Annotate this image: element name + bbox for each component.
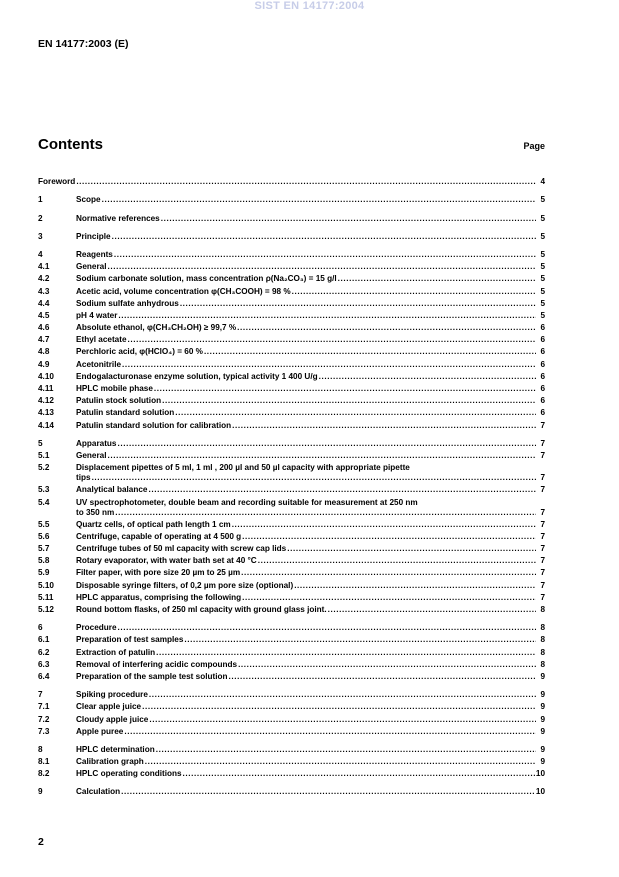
toc-entry-title: Analytical balance <box>76 485 148 495</box>
toc-entry-page: 7 <box>540 556 545 566</box>
toc-leader-dots <box>76 177 536 187</box>
toc-entry-title: Acetonitrile <box>76 359 122 369</box>
toc-entry[interactable] <box>38 309 545 321</box>
toc-entry-page: 5 <box>540 195 545 205</box>
toc-entry-title: Spiking procedure <box>76 690 148 700</box>
toc-entry-number: 4.7 <box>38 335 50 345</box>
toc-leader-dots <box>242 532 536 542</box>
toc-entry[interactable] <box>38 700 545 712</box>
toc-entry[interactable] <box>38 633 545 645</box>
toc-entry-page: 7 <box>540 507 545 517</box>
toc-entry-title: HPLC apparatus, comprising the following <box>76 592 242 602</box>
toc-leader-dots <box>142 702 536 712</box>
toc-entry-page: 9 <box>540 757 545 767</box>
toc-entry-page: 7 <box>540 519 545 529</box>
toc-entry-title: Scope <box>76 195 101 205</box>
toc-entry-number: 4.3 <box>38 286 50 296</box>
toc-entry-number: 6.3 <box>38 659 50 669</box>
toc-entry[interactable] <box>38 712 545 724</box>
toc-entry-number: 4.9 <box>38 359 50 369</box>
toc-entry[interactable] <box>38 554 545 566</box>
toc-entry[interactable] <box>38 248 545 260</box>
toc-leader-dots <box>204 347 536 357</box>
toc-leader-dots <box>242 593 536 603</box>
toc-entry-title: Disposable syringe filters, of 0,2 µm pore size (optional) <box>76 580 294 590</box>
toc-entry-title: Endogalacturonase enzyme solution, typical activity 1 400 U/g <box>76 371 318 381</box>
toc-entry-number: 4.2 <box>38 274 50 284</box>
toc-entry-number: 5.4 <box>38 497 50 507</box>
toc-entry-title: Patulin standard solution <box>76 408 175 418</box>
page-column-label: Page <box>523 141 545 151</box>
page-number: 2 <box>38 836 44 848</box>
toc-entry-page: 7 <box>540 485 545 495</box>
toc-leader-dots <box>238 660 536 670</box>
toc-entry-number: 5.12 <box>38 605 54 614</box>
toc-entry[interactable] <box>38 767 545 779</box>
toc-entry-title: Preparation of test samples <box>76 635 184 645</box>
toc-leader-dots <box>294 581 536 591</box>
toc-leader-dots <box>112 232 536 242</box>
toc-leader-dots <box>149 715 536 725</box>
toc-leader-dots <box>108 451 537 461</box>
toc-entry[interactable] <box>38 370 545 382</box>
toc-entry-page: 6 <box>540 359 545 369</box>
toc-entry-page: 8 <box>540 659 545 669</box>
toc-entry-page: 9 <box>540 671 545 681</box>
toc-entry-number: 8 <box>38 744 43 754</box>
toc-leader-dots <box>237 323 536 333</box>
toc-entry-number: 1 <box>38 195 43 205</box>
toc-entry-number: 4.1 <box>38 262 50 272</box>
toc-entry-number: 6.4 <box>38 671 50 681</box>
toc-entry-title: Displacement pipettes of 5 ml, 1 ml , 200 µl and 50 µl capacity with appropriate pipette <box>76 463 410 473</box>
toc-entry[interactable] <box>38 483 545 495</box>
toc-entry[interactable] <box>38 394 545 406</box>
toc-entry[interactable] <box>38 755 545 767</box>
toc-entry-page: 6 <box>540 323 545 333</box>
toc-entry-page: 7 <box>540 450 545 460</box>
toc-entry-title: General <box>76 262 107 272</box>
toc-leader-dots <box>258 556 536 566</box>
toc-entry[interactable] <box>38 542 545 554</box>
toc-entry-number: 6.2 <box>38 647 50 657</box>
toc-entry-title: Patulin standard solution for calibration <box>76 420 232 430</box>
toc-leader-dots <box>108 262 537 272</box>
toc-entry-title: Quartz cells, of optical path length 1 cm <box>76 519 231 529</box>
toc-entry-page: 9 <box>540 744 545 754</box>
toc-entry-title: Round bottom flasks, of 250 ml capacity with ground glass joint. <box>76 605 327 614</box>
toc-leader-dots <box>114 250 536 260</box>
toc-leader-dots <box>328 605 536 615</box>
toc-entry-page: 7 <box>540 438 545 448</box>
toc-entry[interactable] <box>38 743 545 755</box>
toc-leader-dots <box>183 769 535 779</box>
toc-entry-number: 5.8 <box>38 556 50 566</box>
toc-entry[interactable] <box>38 461 545 483</box>
toc-entry-title: Centrifuge, capable of operating at 4 500 g <box>76 531 242 541</box>
toc-entry-number: 5.6 <box>38 531 50 541</box>
toc-entry-title-continued: to 350 nm <box>76 507 115 517</box>
toc-entry-page: 6 <box>540 396 545 406</box>
toc-entry-number: 4.13 <box>38 408 54 418</box>
toc-entry-number: 5.10 <box>38 580 54 590</box>
toc-entry-number: 4.11 <box>38 384 54 393</box>
toc-entry-number: 5.11 <box>38 592 54 602</box>
toc-entry-title: Preparation of the sample test solution <box>76 671 228 681</box>
toc-entry-title: Clear apple juice <box>76 702 142 712</box>
toc-leader-dots <box>156 648 536 658</box>
toc-entry-number: 7.2 <box>38 714 50 724</box>
toc-entry-page: 7 <box>540 420 545 430</box>
toc-entry-page: 10 <box>535 769 545 779</box>
toc-entry-number: 7.3 <box>38 726 50 736</box>
toc-entry[interactable] <box>38 357 545 369</box>
toc-entry-page: 10 <box>535 787 545 797</box>
toc-leader-dots <box>92 473 536 483</box>
toc-entry-page: 8 <box>540 623 545 633</box>
toc-leader-dots <box>287 544 536 554</box>
toc-entry-title: Calculation <box>76 787 121 797</box>
toc-entry-title: HPLC operating conditions <box>76 769 182 779</box>
toc-entry-number: 4.4 <box>38 298 50 308</box>
toc-entry[interactable] <box>38 272 545 284</box>
toc-entry[interactable] <box>38 211 545 223</box>
table-of-contents <box>38 175 545 797</box>
toc-entry-title: Apple puree <box>76 726 124 736</box>
toc-entry-title: Principle <box>76 231 111 241</box>
toc-entry-page: 7 <box>540 544 545 554</box>
toc-entry-page: 9 <box>540 726 545 736</box>
toc-entry[interactable] <box>38 230 545 242</box>
toc-entry-page: 9 <box>540 690 545 700</box>
toc-leader-dots <box>319 372 536 382</box>
toc-leader-dots <box>162 396 536 406</box>
toc-leader-dots <box>180 299 536 309</box>
toc-entry[interactable] <box>38 175 545 187</box>
toc-entry[interactable] <box>38 297 545 309</box>
toc-entry-number: 8.2 <box>38 769 50 779</box>
toc-entry-page: 5 <box>540 310 545 320</box>
toc-entry-page: 5 <box>540 231 545 241</box>
toc-entry-page: 7 <box>540 531 545 541</box>
toc-entry-title: Sodium carbonate solution, mass concentration ρ(Na₂CO₃) = 15 g/l <box>76 274 337 284</box>
toc-leader-dots <box>184 635 536 645</box>
toc-entry-title: pH 4 water <box>76 310 118 320</box>
toc-entry-title: Cloudy apple juice <box>76 714 149 724</box>
toc-entry-number: 7.1 <box>38 702 50 712</box>
toc-entry[interactable] <box>38 725 545 737</box>
toc-entry-page: 5 <box>540 286 545 296</box>
toc-entry[interactable] <box>38 193 545 205</box>
toc-entry-number: 4.14 <box>38 420 54 430</box>
toc-leader-dots <box>102 195 536 205</box>
toc-entry-page: 8 <box>540 635 545 645</box>
toc-entry[interactable] <box>38 518 545 530</box>
toc-entry-number: 5 <box>38 438 43 448</box>
toc-entry[interactable] <box>38 321 545 333</box>
toc-entry-page: 5 <box>540 298 545 308</box>
toc-entry-page: 6 <box>540 371 545 381</box>
toc-entry-title: Acetic acid, volume concentration φ(CH₃COOH) = 98 % <box>76 286 291 296</box>
toc-entry-number: 4.8 <box>38 347 50 357</box>
toc-entry[interactable] <box>38 785 545 797</box>
toc-entry-number: 9 <box>38 787 43 797</box>
toc-leader-dots <box>118 311 536 321</box>
toc-entry-page: 8 <box>540 605 545 614</box>
toc-leader-dots <box>175 408 536 418</box>
toc-entry-title: Reagents <box>76 249 113 259</box>
toc-entry-title: Absolute ethanol, φ(CH₃CH₂OH) ≥ 99,7 % <box>76 323 237 333</box>
toc-leader-dots <box>145 757 536 767</box>
toc-entry-page: 5 <box>540 262 545 272</box>
toc-entry[interactable] <box>38 603 545 615</box>
toc-leader-dots <box>121 787 535 797</box>
toc-entry[interactable] <box>38 670 545 682</box>
toc-entry[interactable] <box>38 260 545 272</box>
toc-entry-page: 5 <box>540 213 545 223</box>
toc-entry[interactable] <box>38 658 545 670</box>
toc-leader-dots <box>241 568 536 578</box>
toc-entry[interactable] <box>38 578 545 590</box>
toc-entry-number: 5.7 <box>38 544 50 554</box>
toc-entry[interactable] <box>38 449 545 461</box>
toc-entry-title: HPLC determination <box>76 744 155 754</box>
toc-leader-dots <box>338 274 536 284</box>
toc-leader-dots <box>124 727 536 737</box>
toc-entry-number: 6 <box>38 623 43 633</box>
toc-entry-title: Procedure <box>76 623 117 633</box>
toc-entry-number: 5.5 <box>38 519 50 529</box>
toc-entry[interactable] <box>38 621 545 633</box>
toc-entry-number: 4 <box>38 249 43 259</box>
toc-entry-title: Foreword <box>38 177 76 187</box>
toc-entry-page: 6 <box>540 335 545 345</box>
page-title: Contents <box>38 136 103 153</box>
toc-entry-page: 6 <box>540 347 545 357</box>
toc-entry-title: Apparatus <box>76 438 117 448</box>
toc-entry-title-continued: tips <box>76 473 91 483</box>
toc-entry-title: Calibration graph <box>76 757 144 767</box>
toc-leader-dots <box>232 520 536 530</box>
toc-entry-number: 5.1 <box>38 450 50 460</box>
toc-entry-title: Normative references <box>76 213 160 223</box>
toc-entry-title: Ethyl acetate <box>76 335 127 345</box>
toc-entry-page: 6 <box>540 408 545 418</box>
toc-entry-page: 7 <box>540 473 545 483</box>
toc-entry-number: 6.1 <box>38 635 50 645</box>
toc-leader-dots <box>122 360 536 370</box>
toc-entry-number: 4.10 <box>38 371 54 381</box>
toc-entry-number: 2 <box>38 213 43 223</box>
toc-entry-page: 9 <box>540 714 545 724</box>
toc-entry[interactable] <box>38 530 545 542</box>
toc-entry[interactable] <box>38 566 545 578</box>
toc-entry[interactable] <box>38 333 545 345</box>
toc-entry[interactable] <box>38 345 545 357</box>
toc-entry-page: 7 <box>540 592 545 602</box>
toc-entry-page: 7 <box>540 580 545 590</box>
toc-entry-number: 5.9 <box>38 568 50 578</box>
watermark: SIST EN 14177:2004 <box>254 0 365 12</box>
toc-entry-number: 8.1 <box>38 757 50 767</box>
toc-entry-page: 9 <box>540 702 545 712</box>
toc-leader-dots <box>118 623 537 633</box>
toc-leader-dots <box>118 439 537 449</box>
toc-entry-title: Removal of interfering acidic compounds <box>76 659 238 669</box>
toc-entry-page: 7 <box>540 568 545 578</box>
toc-entry-page: 5 <box>540 249 545 259</box>
toc-entry-page: 8 <box>540 647 545 657</box>
toc-entry-number: 7 <box>38 690 43 700</box>
toc-entry-number: 4.6 <box>38 323 50 333</box>
toc-entry-number: 4.5 <box>38 310 50 320</box>
toc-leader-dots <box>156 745 536 755</box>
toc-leader-dots <box>149 690 536 700</box>
toc-entry[interactable] <box>38 382 545 394</box>
toc-entry-title: Rotary evaporator, with water bath set at 40 °C <box>76 556 257 566</box>
toc-entry-title: General <box>76 450 107 460</box>
toc-entry-title: Centrifuge tubes of 50 ml capacity with screw cap lids <box>76 544 287 554</box>
toc-entry-title: Sodium sulfate anhydrous <box>76 298 179 308</box>
toc-entry[interactable] <box>38 284 545 296</box>
toc-entry-title: UV spectrophotometer, double beam and recording suitable for measurement at 250 nm <box>76 497 418 507</box>
toc-entry[interactable] <box>38 437 545 449</box>
toc-entry-page: 5 <box>540 274 545 284</box>
toc-entry[interactable] <box>38 495 545 517</box>
toc-leader-dots <box>128 335 536 345</box>
toc-leader-dots <box>292 287 536 297</box>
toc-entry-number: 5.3 <box>38 485 50 495</box>
toc-entry-title: HPLC mobile phase <box>76 384 153 393</box>
toc-entry[interactable] <box>38 645 545 657</box>
toc-entry[interactable] <box>38 591 545 603</box>
document-id: EN 14177:2003 (E) <box>38 38 129 50</box>
toc-entry[interactable] <box>38 406 545 418</box>
toc-entry-number: 5.2 <box>38 463 50 473</box>
toc-entry[interactable] <box>38 418 545 430</box>
toc-leader-dots <box>154 384 536 394</box>
toc-entry-page: 6 <box>540 384 545 393</box>
toc-leader-dots <box>115 508 536 518</box>
toc-entry-title: Extraction of patulin <box>76 647 156 657</box>
toc-entry[interactable] <box>38 688 545 700</box>
toc-entry-title: Perchloric acid, φ(HClO₄) = 60 % <box>76 347 203 357</box>
toc-leader-dots <box>148 485 536 495</box>
toc-entry-number: 3 <box>38 231 43 241</box>
toc-entry-title: Patulin stock solution <box>76 396 162 406</box>
toc-leader-dots <box>232 421 536 431</box>
toc-entry-number: 4.12 <box>38 396 54 406</box>
toc-leader-dots <box>161 214 536 224</box>
toc-leader-dots <box>229 672 537 682</box>
toc-entry-title: Filter paper, with pore size 20 µm to 25 µm <box>76 568 241 578</box>
toc-entry-page: 4 <box>540 177 545 187</box>
